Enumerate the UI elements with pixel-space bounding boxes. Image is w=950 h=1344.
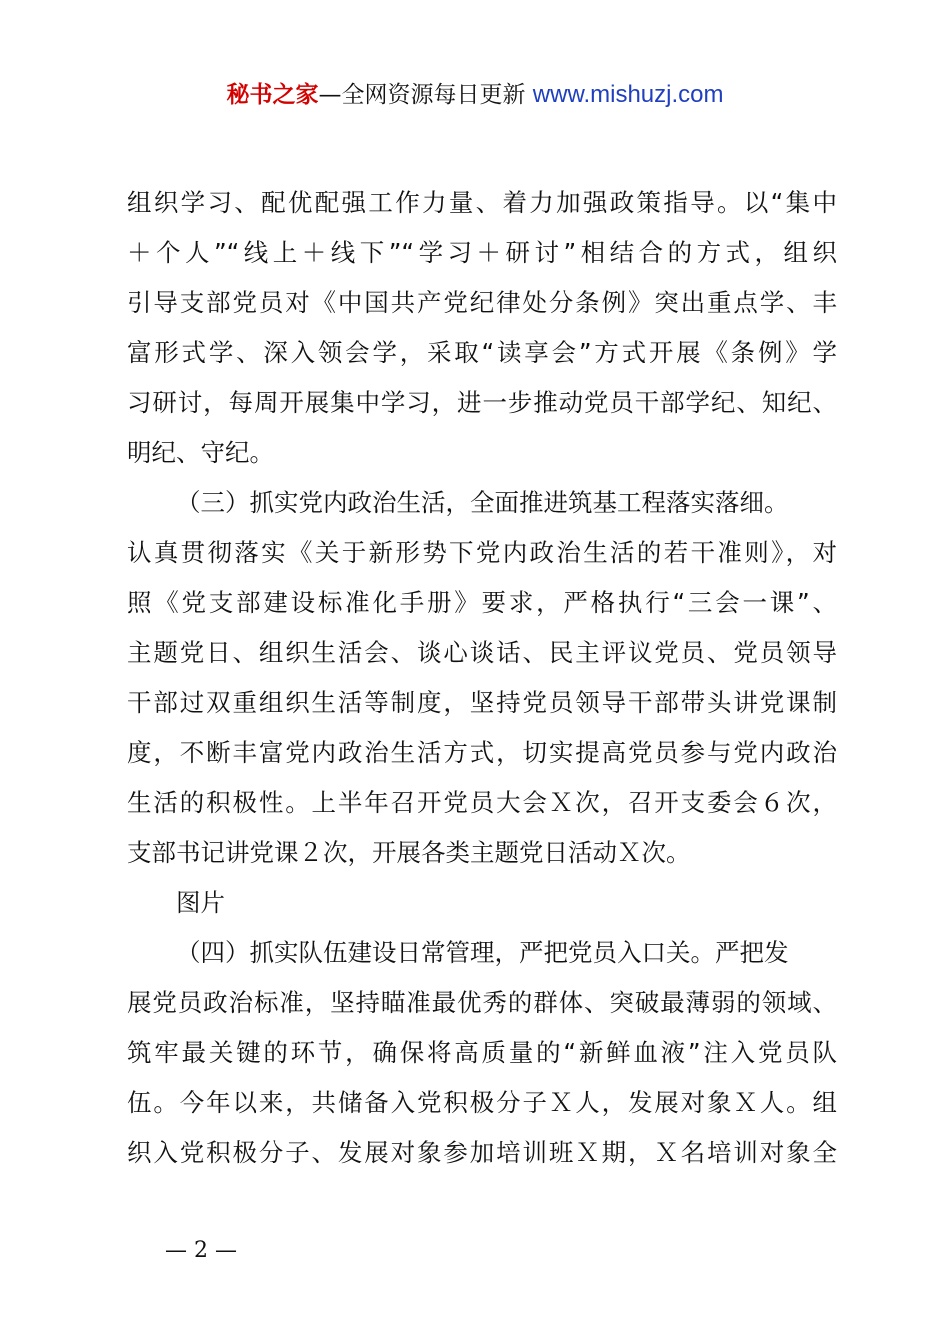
site-tagline: —全网资源每日更新 bbox=[318, 82, 533, 108]
site-header bbox=[0, 78, 950, 112]
body-line: 织入党积极分子、发展对象参加培训班Ｘ期，Ｘ名培训对象全 bbox=[127, 1138, 837, 1167]
body-line: 生活的积极性。上半年召开党员大会Ｘ次，召开支委会６次， bbox=[127, 788, 837, 817]
body-line: 习研讨，每周开展集中学习，进一步推动党员干部学纪、知纪、 bbox=[127, 388, 837, 417]
body-line: 明纪、守纪。 bbox=[127, 438, 274, 467]
body-line: 伍。今年以来，共储备入党积极分子Ｘ人，发展对象Ｘ人。组 bbox=[127, 1088, 837, 1117]
section-heading-4: （四）抓实队伍建设日常管理，严把党员入口关。严把发 bbox=[176, 938, 789, 967]
site-url-link[interactable]: www.mishuzj.com bbox=[532, 81, 724, 108]
page-number: — 2 — bbox=[165, 1238, 237, 1263]
site-brand: 秘书之家 bbox=[226, 82, 319, 108]
body-line: 组织学习、配优配强工作力量、着力加强政策指导。以“集中 bbox=[127, 188, 837, 217]
body-line: 主题党日、组织生活会、谈心谈话、民主评议党员、党员领导 bbox=[127, 638, 837, 667]
body-line: 引导支部党员对《中国共产党纪律处分条例》突出重点学、丰 bbox=[127, 288, 837, 317]
section-heading-3: （三）抓实党内政治生活，全面推进筑基工程落实落细。 bbox=[176, 488, 789, 517]
body-line: 富形式学、深入领会学，采取“读享会”方式开展《条例》学 bbox=[127, 338, 837, 367]
document-body bbox=[127, 178, 837, 1178]
body-line: 认真贯彻落实《关于新形势下党内政治生活的若干准则》，对 bbox=[127, 538, 837, 567]
body-line: 干部过双重组织生活等制度，坚持党员领导干部带头讲党课制 bbox=[127, 688, 837, 717]
image-placeholder-label: 图片 bbox=[176, 888, 225, 917]
body-line: 筑牢最关键的环节，确保将高质量的“新鲜血液”注入党员队 bbox=[127, 1038, 837, 1067]
body-line: 支部书记讲党课２次，开展各类主题党日活动Ｘ次。 bbox=[127, 838, 691, 867]
body-line: ＋个人”“线上＋线下”“学习＋研讨”相结合的方式，组织 bbox=[127, 238, 837, 267]
body-line: 度，不断丰富党内政治生活方式，切实提高党员参与党内政治 bbox=[127, 738, 837, 767]
body-line: 照《党支部建设标准化手册》要求，严格执行“三会一课”、 bbox=[127, 588, 837, 617]
body-line: 展党员政治标准，坚持瞄准最优秀的群体、突破最薄弱的领域、 bbox=[127, 988, 837, 1017]
